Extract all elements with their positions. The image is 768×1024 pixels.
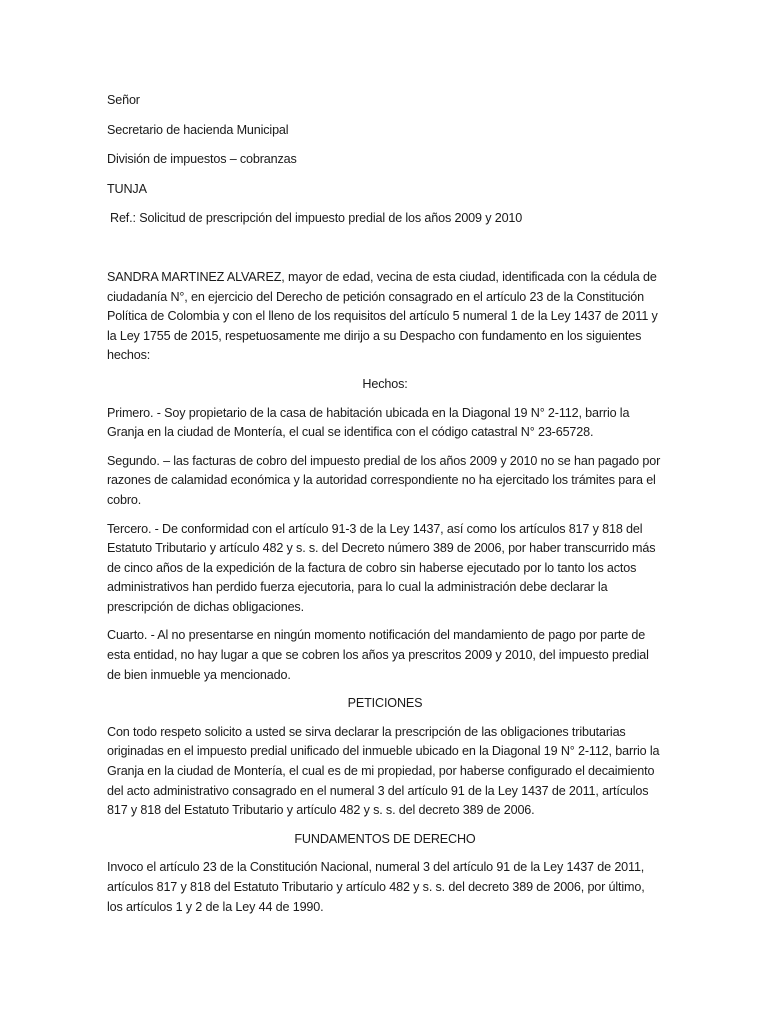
petitions-paragraph: Con todo respeto solicito a usted se sirva declarar la prescripción de las obligaciones tributarias originadas en el impuesto predial unificado del inmueble ubicado en la Diagonal 19 N° 2-112, barrio la Granja en la ciudad de Montería, el cual es de mi propiedad, por haberse configurado el decaimiento del acto administrativo consagrado en el numeral 3 del artículo 91 de la Ley 1437 de 2011, artículos 817 y 818 del Estatuto Tributario y artículo 482 y s. s. del decreto 389 de 2006.: [107, 724, 660, 818]
legal-basis-heading: FUNDAMENTOS DE DERECHO: [294, 831, 476, 846]
fact-item-third: Tercero. - De conformidad con el artículo 91-3 de la Ley 1437, así como los artículos 817 y 818 del Estatuto Tributario y artículo 482 y s. s. del Decreto número 389 de 2006, por haber transcurrido más de cinco años de la expedición de la factura de cobro sin haberse ejecutado por lo tanto los actos administrativos han perdido fuerza ejecutoria, para lo cual la administración debe declarar la prescripción de dichas obligaciones.: [107, 521, 656, 614]
fact-item-fourth: Cuarto. - Al no presentarse en ningún momento notificación del mandamiento de pago por parte de esta entidad, no hay lugar a que se cobren los años ya prescritos 2009 y 2010, del impuesto predial de bien inmueble ya mencionado.: [107, 628, 649, 682]
intro-paragraph: SANDRA MARTINEZ ALVAREZ, mayor de edad, vecina de esta ciudad, identificada con la cédula de ciudadanía N°, en ejercicio del Derecho de petición consagrado en el artículo 23 de la Constitución Política de Colombia y con el lleno de los requisitos del artículo 5 numeral 1 de la Ley 1437 de 2011 y la Ley 1755 de 2015, respetuosamente me dirijo a su Despacho con fundamento en los siguientes hechos:: [107, 269, 658, 363]
fact-item-first: Primero. - Soy propietario de la casa de habitación ubicada en la Diagonal 19 N° 2-112, barrio la Granja en la ciudad de Montería, el cual se identifica con el código catastral N° 23-65728.: [107, 405, 630, 440]
recipient-city: TUNJA: [107, 181, 147, 196]
recipient-division: División de impuestos – cobranzas: [107, 152, 297, 167]
fact-item-second: Segundo. – las facturas de cobro del impuesto predial de los años 2009 y 2010 no se han pagado por razones de calamidad económica y la autoridad correspondiente no ha ejercitado los trámites para el cobro.: [107, 453, 661, 507]
letter-document: [107, 91, 663, 926]
facts-heading: Hechos:: [362, 376, 408, 391]
reference-line: Ref.: Solicitud de prescripción del impuesto predial de los años 2009 y 2010: [110, 211, 523, 226]
recipient-office: Secretario de hacienda Municipal: [107, 122, 289, 137]
legal-basis-paragraph: Invoco el artículo 23 de la Constitución Nacional, numeral 3 del artículo 91 de la Ley 1437 de 2011, artículos 817 y 818 del Estatuto Tributario y artículo 482 y s. s. del decreto 389 de 2006, por último, los artículos 1 y 2 de la Ley 44 de 1990.: [107, 860, 645, 914]
salutation: Señor: [107, 93, 140, 107]
petitions-heading: PETICIONES: [347, 696, 423, 711]
